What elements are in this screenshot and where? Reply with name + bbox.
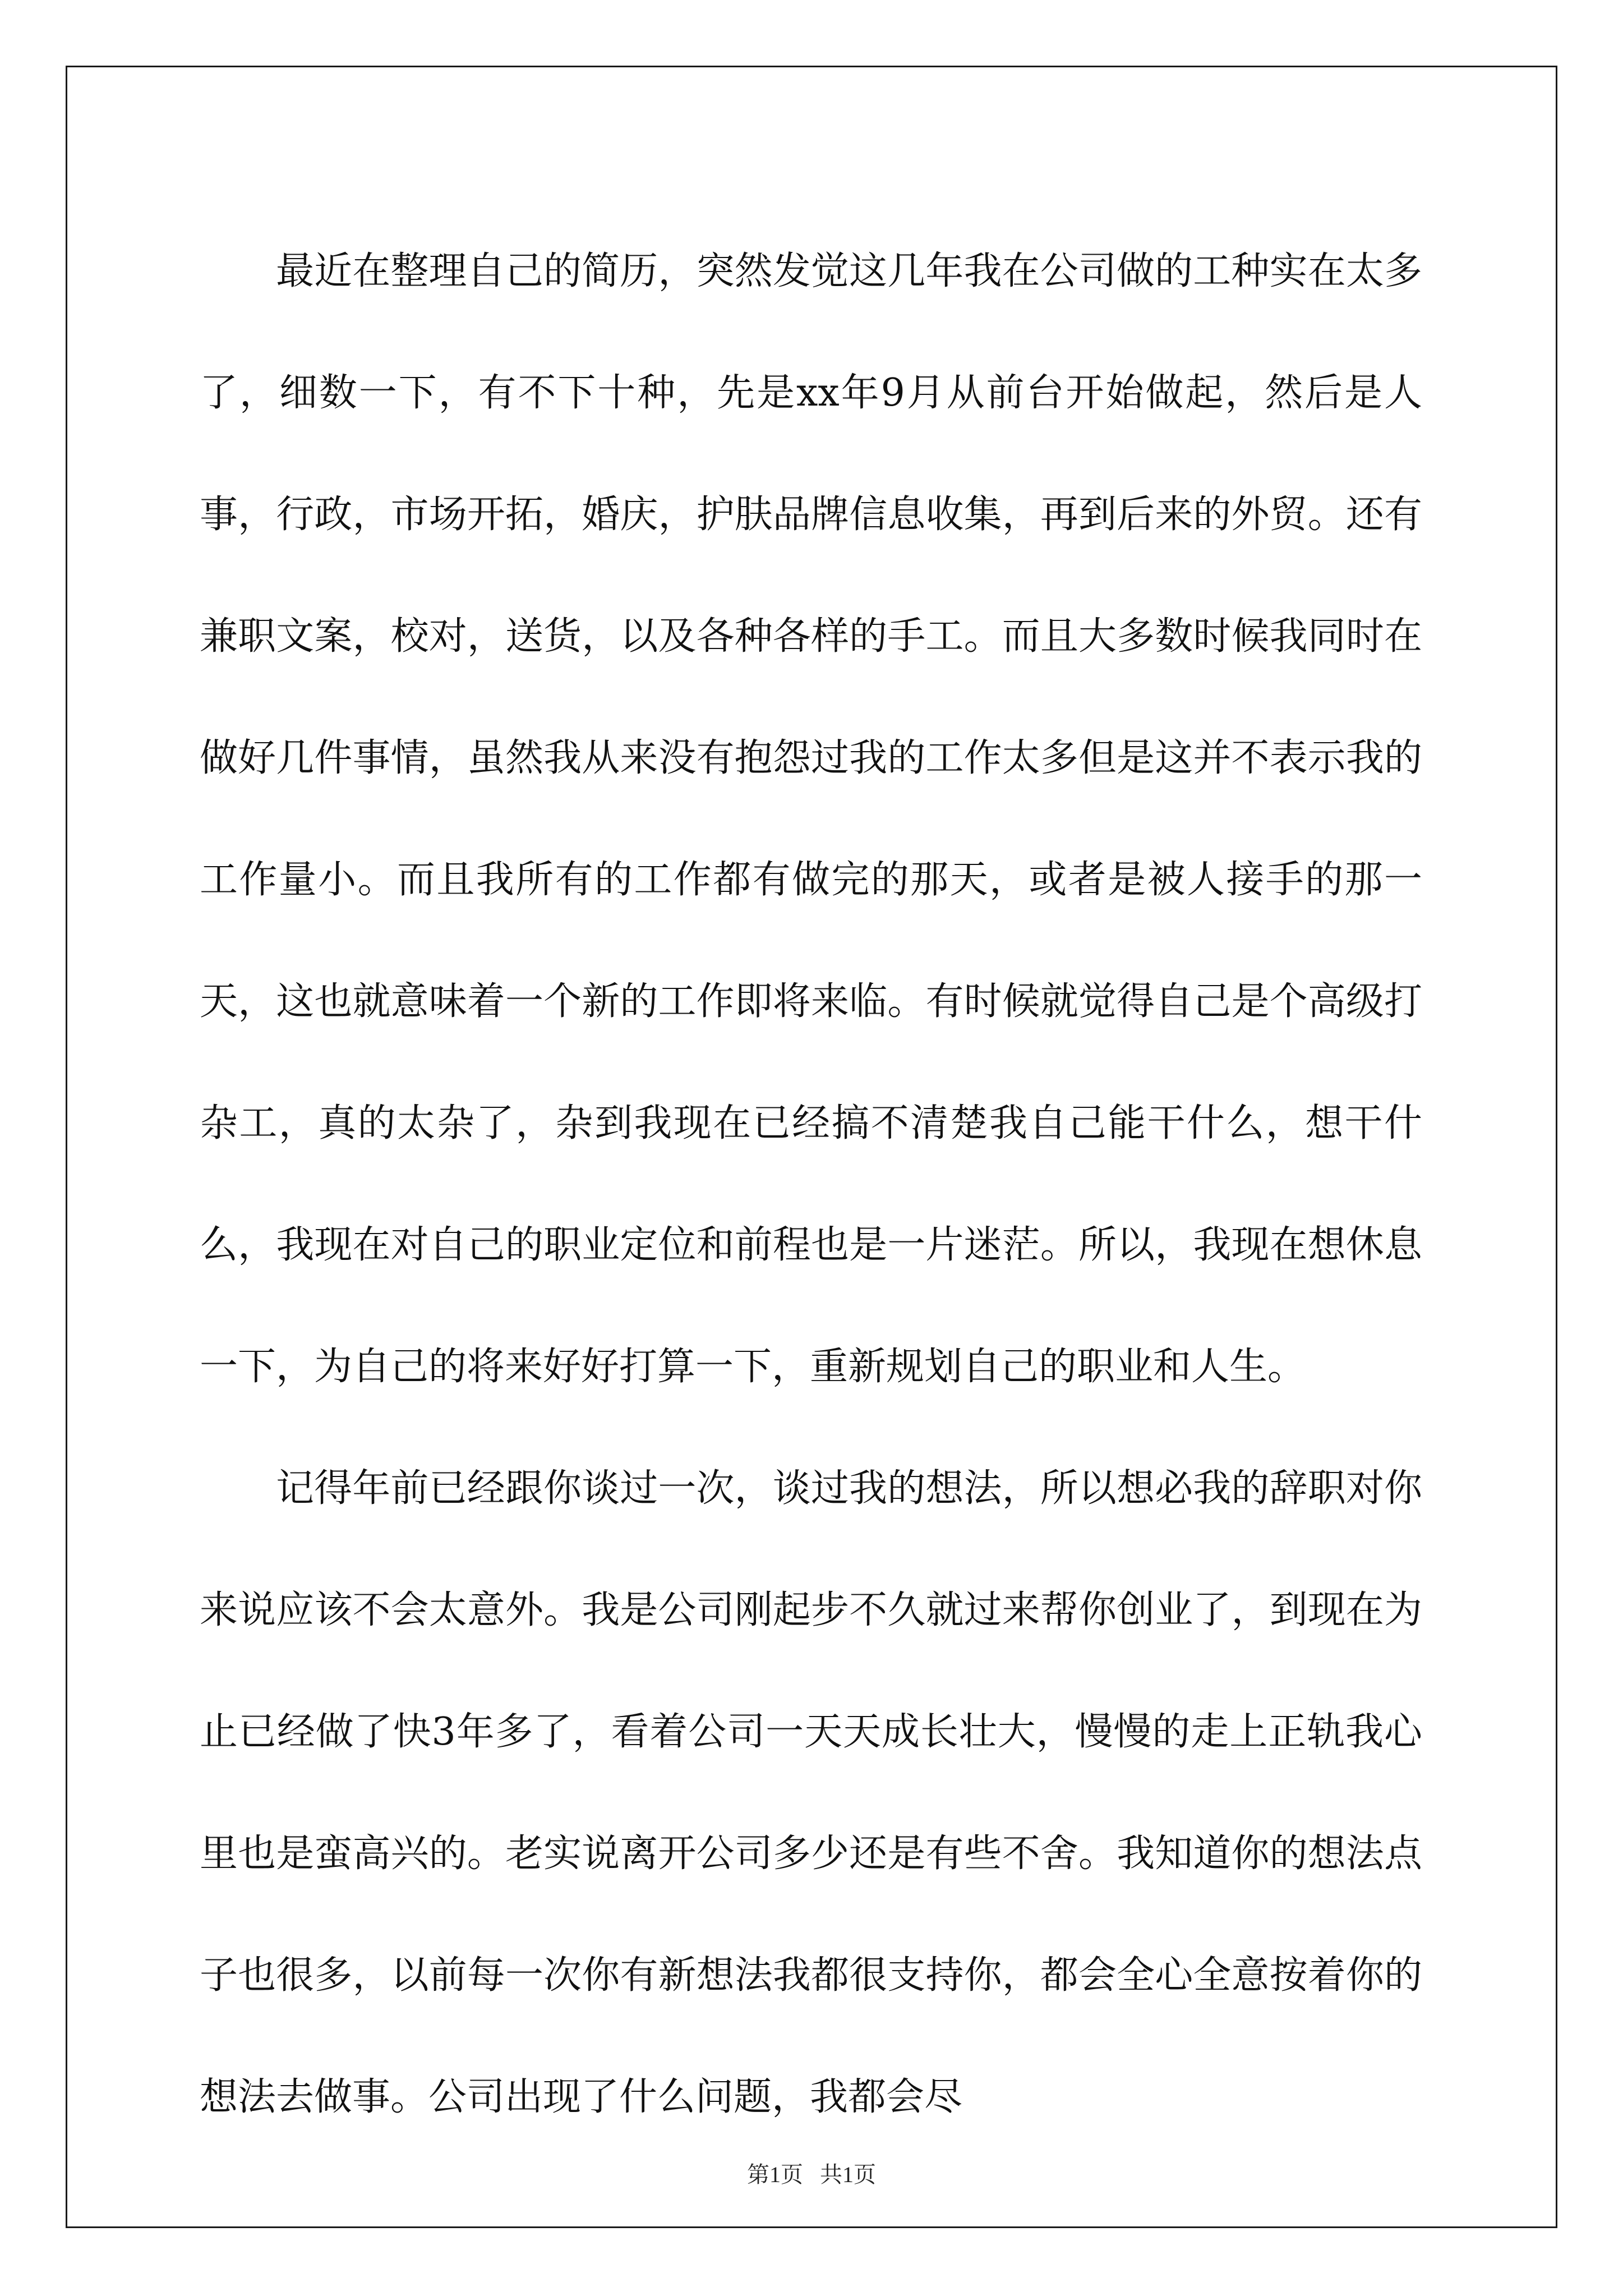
document-body (200, 210, 1422, 2158)
paragraph-2: 记得年前已经跟你谈过一次，谈过我的想法，所以想必我的辞职对你来说应该不会太意外。我是公司刚起步不久就过来帮你创业了，到现在为止已经做了快3年多了，看着公司一天天成长壮大，慢慢的走上正轨我心里也是蛮高兴的。老实说离开公司多少还是有些不舍。我知道你的想法点子也很多，以前每一次你有新想法我都很支持你，都会全心全意按着你的想法去做事。公司出现了什么问题，我都会尽 (200, 1466, 1422, 2119)
page-footer: 第1页 共1页 (747, 2162, 876, 2187)
paragraph-1: 最近在整理自己的简历，突然发觉这几年我在公司做的工种实在太多了，细数一下，有不下十种，先是xx年9月从前台开始做起，然后是人事，行政，市场开拓，婚庆，护肤品牌信息收集，再到后来的外贸。还有兼职文案，校对，送货，以及各种各样的手工。而且大多数时候我同时在做好几件事情，虽然我从来没有抱怨过我的工作太多但是这并不表示我的工作量小。而且我所有的工作都有做完的那天，或者是被人接手的那一天，这也就意味着一个新的工作即将来临。有时候就觉得自己是个高级打杂工，真的太杂了，杂到我现在已经搞不清楚我自己能干什么，想干什么，我现在对自己的职业定位和前程也是一片迷茫。所以，我现在想休息一下，为自己的将来好好打算一下，重新规划自己的职业和人生。 (200, 249, 1422, 1389)
